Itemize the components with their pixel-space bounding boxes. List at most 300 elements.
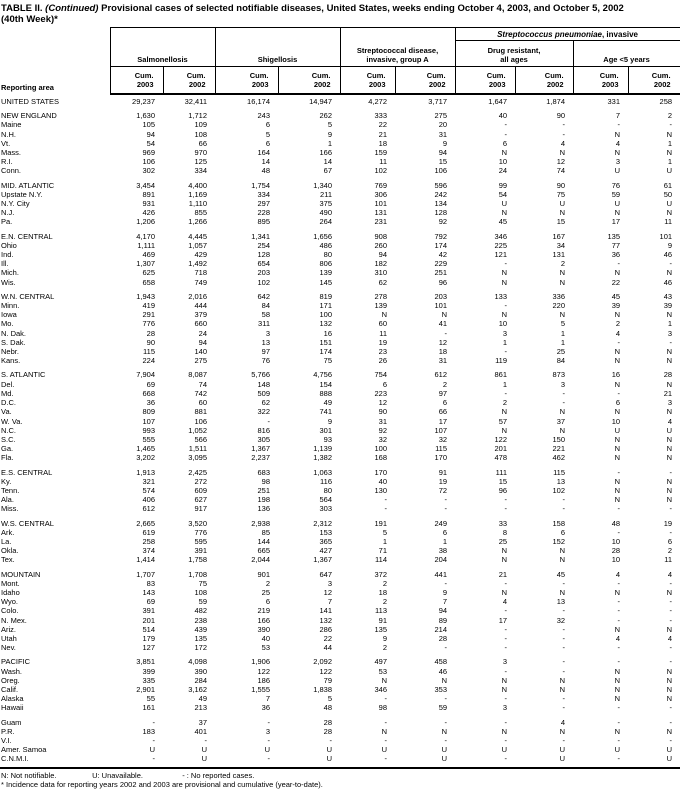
cell: N bbox=[666, 453, 673, 463]
cell: 3,520 bbox=[188, 518, 207, 528]
cell: 102 bbox=[374, 166, 388, 176]
cell: N bbox=[666, 434, 673, 444]
cell: 97 bbox=[261, 347, 270, 357]
cell: 619 bbox=[142, 527, 155, 537]
cell: 478 bbox=[494, 453, 508, 463]
cell: 135 bbox=[194, 633, 207, 643]
cell: 1,465 bbox=[136, 444, 155, 454]
cell: - bbox=[562, 495, 566, 505]
cell: 6 bbox=[502, 138, 508, 148]
cell: 406 bbox=[142, 495, 155, 505]
cell: - bbox=[562, 120, 566, 130]
cell: N bbox=[666, 444, 673, 454]
cell: 749 bbox=[194, 277, 207, 287]
cell: 426 bbox=[142, 208, 155, 218]
cell: N bbox=[614, 485, 621, 495]
cell: - bbox=[562, 504, 566, 514]
row-label: Ark. bbox=[1, 527, 15, 537]
cell: 75 bbox=[323, 356, 333, 366]
cell: 6 bbox=[615, 398, 621, 408]
cell: 48 bbox=[261, 166, 270, 176]
cell: - bbox=[384, 754, 388, 764]
cell: 14 bbox=[261, 157, 270, 167]
cell: 9 bbox=[442, 587, 448, 597]
table-row bbox=[0, 347, 680, 356]
cell: 57 bbox=[498, 416, 508, 426]
cell: 40 bbox=[261, 633, 270, 643]
cell: N bbox=[501, 546, 508, 556]
cell: 42 bbox=[438, 250, 448, 260]
cell: 2,665 bbox=[136, 518, 155, 528]
cell: 5 bbox=[382, 527, 388, 537]
cell: 1,340 bbox=[313, 180, 333, 190]
cell: 61 bbox=[663, 180, 673, 190]
cell: N bbox=[441, 675, 448, 685]
row-label: S. ATLANTIC bbox=[1, 370, 46, 380]
cell: - bbox=[152, 754, 155, 764]
table-row bbox=[0, 356, 680, 365]
cell: N bbox=[666, 476, 673, 486]
cell: 115 bbox=[435, 444, 448, 454]
table-row bbox=[0, 495, 680, 504]
cell: 6 bbox=[265, 138, 270, 148]
cell: 6 bbox=[442, 398, 448, 408]
cell: 128 bbox=[257, 250, 270, 260]
cell: 1,414 bbox=[136, 555, 155, 565]
cell: 5 bbox=[560, 319, 566, 329]
cell: - bbox=[562, 736, 566, 745]
cell: N bbox=[666, 129, 673, 139]
strep-group-a-label-line1: Streptococcal disease, bbox=[356, 46, 439, 55]
row-label: Wash. bbox=[1, 666, 22, 676]
cell: 970 bbox=[194, 148, 207, 158]
cell: 627 bbox=[194, 495, 207, 505]
row-label: Oreg. bbox=[1, 675, 20, 685]
cell: 19 bbox=[663, 518, 673, 528]
table-row bbox=[0, 555, 680, 564]
cell: 251 bbox=[434, 268, 448, 278]
table-row bbox=[0, 616, 680, 625]
cell: 1 bbox=[560, 328, 566, 338]
cell: 9 bbox=[327, 129, 333, 139]
cell: 895 bbox=[257, 217, 270, 227]
cell: 776 bbox=[142, 319, 155, 329]
table-row bbox=[0, 120, 680, 129]
row-label: Mont. bbox=[1, 578, 20, 588]
cell: 6 bbox=[265, 597, 270, 607]
cell: 166 bbox=[257, 615, 270, 625]
cell: 9 bbox=[667, 240, 673, 250]
cell: 2,016 bbox=[188, 291, 207, 301]
cell: 22 bbox=[378, 120, 388, 130]
cell: - bbox=[562, 643, 566, 653]
table-row bbox=[0, 157, 680, 166]
cell: 391 bbox=[142, 606, 155, 616]
cell: 106 bbox=[194, 416, 207, 426]
cell: 509 bbox=[257, 388, 270, 398]
cell: 132 bbox=[319, 319, 333, 329]
cell: 108 bbox=[194, 129, 207, 139]
cell: - bbox=[669, 643, 673, 653]
cell: 6 bbox=[667, 536, 673, 546]
cell: 214 bbox=[434, 624, 448, 634]
cell: 4 bbox=[502, 597, 508, 607]
table-row bbox=[0, 338, 680, 347]
cell: 334 bbox=[257, 189, 270, 199]
cell: 7 bbox=[615, 111, 621, 121]
cell: 1,341 bbox=[251, 231, 270, 241]
row-label: P.R. bbox=[1, 726, 15, 736]
col-header-cum-2003: Cum. 2003 bbox=[573, 67, 628, 95]
cell: 754 bbox=[374, 370, 388, 380]
cell: 59 bbox=[198, 597, 207, 607]
cell: 11 bbox=[379, 157, 388, 167]
cell: 83 bbox=[146, 578, 155, 588]
cell: U bbox=[149, 745, 155, 755]
cell: 1,712 bbox=[188, 111, 207, 121]
table-row bbox=[0, 259, 680, 268]
cell: 166 bbox=[319, 148, 333, 158]
cell: - bbox=[444, 495, 448, 505]
cell: 115 bbox=[143, 347, 155, 357]
cell: 204 bbox=[434, 555, 448, 565]
table-row bbox=[0, 268, 680, 277]
table-row bbox=[0, 727, 680, 736]
row-label: Vt. bbox=[1, 138, 11, 148]
cell: 441 bbox=[434, 569, 448, 579]
cell: 816 bbox=[257, 425, 270, 435]
row-label: Del. bbox=[1, 379, 15, 389]
row-label: Wyo. bbox=[1, 597, 19, 607]
cell: 59 bbox=[611, 189, 621, 199]
cell: 183 bbox=[142, 726, 155, 736]
cell: 4 bbox=[667, 633, 673, 643]
cell: N bbox=[559, 310, 566, 320]
row-label: Maine bbox=[1, 120, 22, 130]
cell: 186 bbox=[257, 675, 270, 685]
cell: 3 bbox=[560, 379, 566, 389]
cell: 1 bbox=[502, 379, 508, 389]
cell: 1,063 bbox=[313, 467, 333, 477]
cell: U bbox=[666, 166, 673, 176]
cell: 311 bbox=[258, 319, 270, 329]
cell: N bbox=[666, 624, 673, 634]
cell: N bbox=[666, 379, 673, 389]
cell: N bbox=[441, 726, 448, 736]
table-row bbox=[0, 292, 680, 301]
age-under5-header bbox=[573, 41, 680, 67]
cell: N bbox=[666, 675, 673, 685]
cell: - bbox=[669, 657, 673, 667]
cell: 3 bbox=[265, 726, 270, 736]
table-row bbox=[0, 597, 680, 606]
cell: 334 bbox=[194, 166, 207, 176]
cell: 221 bbox=[552, 444, 566, 454]
cell: N bbox=[666, 310, 673, 320]
cell: 596 bbox=[434, 180, 448, 190]
age-under5-label: Age <5 years bbox=[603, 55, 650, 64]
cell: - bbox=[617, 717, 621, 727]
cell: 7 bbox=[327, 597, 333, 607]
row-label: D.C. bbox=[1, 398, 16, 408]
cell: 13 bbox=[261, 337, 270, 347]
row-label: Okla. bbox=[1, 546, 19, 556]
table-row bbox=[0, 519, 680, 528]
cell: N bbox=[501, 148, 508, 158]
cell: 595 bbox=[194, 536, 207, 546]
cell: 12 bbox=[378, 398, 388, 408]
cell: U bbox=[201, 754, 207, 764]
cell: 41 bbox=[438, 319, 448, 329]
cell: N bbox=[559, 684, 566, 694]
cell: N bbox=[501, 587, 508, 597]
cell: - bbox=[384, 736, 388, 745]
cell: N bbox=[501, 675, 508, 685]
cell: N bbox=[614, 694, 621, 704]
cell: 390 bbox=[194, 666, 207, 676]
cell: 143 bbox=[142, 587, 155, 597]
cell: 1 bbox=[667, 319, 673, 329]
row-label: Ohio bbox=[1, 240, 17, 250]
cell: - bbox=[669, 578, 673, 588]
table-row bbox=[0, 444, 680, 453]
cell: 15 bbox=[556, 217, 566, 227]
cell: 25 bbox=[498, 536, 508, 546]
cell: 249 bbox=[434, 518, 448, 528]
cell: 4 bbox=[667, 416, 673, 426]
cell: 336 bbox=[552, 291, 566, 301]
footnote-key-u: U: Unavailable. bbox=[92, 770, 143, 780]
cell: U bbox=[326, 754, 333, 764]
cell: - bbox=[384, 495, 388, 505]
cell: 2,312 bbox=[313, 518, 333, 528]
cell: 102 bbox=[257, 277, 270, 287]
cell: U bbox=[666, 199, 673, 209]
cell: 776 bbox=[194, 527, 207, 537]
cell: 2 bbox=[615, 319, 621, 329]
cell: 154 bbox=[319, 379, 333, 389]
cell: 5 bbox=[327, 120, 333, 130]
cell: U bbox=[501, 199, 508, 209]
cell: 43 bbox=[663, 291, 673, 301]
row-label: N.H. bbox=[1, 129, 16, 139]
cell: 331 bbox=[607, 97, 621, 106]
cell: 36 bbox=[611, 250, 621, 260]
cell: 7 bbox=[265, 694, 270, 704]
cell: 335 bbox=[142, 675, 155, 685]
cell: 69 bbox=[146, 597, 155, 607]
cell: 60 bbox=[198, 398, 207, 408]
cell: 365 bbox=[319, 536, 333, 546]
cell: N bbox=[501, 310, 508, 320]
cell: U bbox=[666, 745, 673, 755]
cell: 258 bbox=[659, 97, 673, 106]
cell: 85 bbox=[261, 527, 270, 537]
table-row bbox=[0, 546, 680, 555]
cell: 71 bbox=[378, 546, 388, 556]
cell: 131 bbox=[374, 208, 388, 218]
cell: 7,904 bbox=[136, 370, 155, 380]
cell: 96 bbox=[438, 277, 448, 287]
cell: 77 bbox=[611, 240, 621, 250]
cell: - bbox=[504, 578, 508, 588]
row-label: Md. bbox=[1, 388, 14, 398]
cell: U bbox=[559, 754, 566, 764]
cell: 14,947 bbox=[309, 97, 333, 106]
cell: 99 bbox=[498, 180, 508, 190]
cell: 10 bbox=[611, 555, 621, 565]
row-label: Ky. bbox=[1, 476, 12, 486]
table-body bbox=[0, 94, 680, 764]
cell: N bbox=[559, 425, 566, 435]
cell: 1,647 bbox=[488, 97, 508, 106]
cell: - bbox=[504, 388, 508, 398]
table-row bbox=[0, 676, 680, 685]
cell: - bbox=[504, 754, 508, 764]
cell: N bbox=[666, 587, 673, 597]
cell: 12 bbox=[323, 587, 333, 597]
strep-pneumoniae-label-italic: Streptococcus pneumoniae bbox=[497, 29, 602, 39]
cell: 469 bbox=[142, 250, 155, 260]
cell: 21 bbox=[498, 569, 508, 579]
cell: 1 bbox=[667, 138, 673, 148]
reporting-area-header: Reporting area bbox=[1, 83, 54, 92]
cell: N bbox=[559, 277, 566, 287]
cell: - bbox=[267, 717, 270, 727]
cell: 993 bbox=[142, 425, 155, 435]
cell: U bbox=[614, 199, 621, 209]
cell: U bbox=[614, 745, 621, 755]
cell: U bbox=[666, 425, 673, 435]
cell: 322 bbox=[257, 407, 270, 417]
table-row bbox=[0, 208, 680, 217]
row-label: Ill. bbox=[1, 259, 9, 269]
cell: 278 bbox=[374, 291, 388, 301]
cell: 908 bbox=[374, 231, 388, 241]
cell: - bbox=[669, 606, 673, 616]
cell: - bbox=[504, 633, 508, 643]
cell: 25 bbox=[261, 587, 270, 597]
cell: - bbox=[669, 736, 673, 745]
cell: 1,943 bbox=[136, 291, 155, 301]
cell: 98 bbox=[378, 703, 388, 713]
cell: N bbox=[614, 495, 621, 505]
cell: 1,307 bbox=[136, 259, 155, 269]
cell: - bbox=[504, 666, 508, 676]
cell: 625 bbox=[142, 268, 155, 278]
row-label: Mich. bbox=[1, 268, 19, 278]
cell: 297 bbox=[257, 199, 270, 209]
table-row bbox=[0, 389, 680, 398]
row-label: Colo. bbox=[1, 606, 19, 616]
cell: - bbox=[504, 259, 508, 269]
cell: - bbox=[504, 495, 508, 505]
cell: - bbox=[617, 120, 621, 130]
col-header-cum-2002: Cum. 2002 bbox=[278, 67, 340, 95]
cell: 106 bbox=[142, 157, 155, 167]
cell: 660 bbox=[194, 319, 207, 329]
cell: 353 bbox=[434, 684, 448, 694]
row-label: Ala. bbox=[1, 495, 14, 505]
cell: 75 bbox=[556, 189, 566, 199]
table-row bbox=[0, 718, 680, 727]
cell: 17 bbox=[498, 615, 508, 625]
table-row bbox=[0, 166, 680, 175]
cell: - bbox=[617, 504, 621, 514]
row-label: Conn. bbox=[1, 166, 22, 176]
table-row bbox=[0, 468, 680, 477]
cell: N bbox=[501, 555, 508, 565]
cell: 2,938 bbox=[251, 518, 270, 528]
cell: - bbox=[444, 504, 448, 514]
row-label: Ga. bbox=[1, 444, 14, 454]
cell: 1 bbox=[442, 536, 448, 546]
cell: 32 bbox=[378, 434, 388, 444]
cell: 444 bbox=[194, 301, 207, 311]
cell: 4,445 bbox=[188, 231, 207, 241]
cell: 114 bbox=[375, 555, 388, 565]
cell: 3 bbox=[502, 328, 508, 338]
cell: 891 bbox=[142, 189, 155, 199]
cell: 106 bbox=[434, 166, 448, 176]
row-label: Pa. bbox=[1, 217, 13, 227]
cell: 1,367 bbox=[251, 444, 270, 454]
cell: - bbox=[669, 337, 673, 347]
cell: U bbox=[614, 425, 621, 435]
cell: 458 bbox=[434, 657, 448, 667]
cell: 28 bbox=[323, 726, 333, 736]
cell: 49 bbox=[198, 694, 207, 704]
cell: 101 bbox=[659, 231, 673, 241]
cell: 741 bbox=[319, 407, 333, 417]
cell: 1,139 bbox=[313, 444, 333, 454]
cell: 131 bbox=[552, 250, 566, 260]
cell: N bbox=[666, 268, 673, 278]
row-label: C.N.M.I. bbox=[1, 754, 29, 764]
cell: 28 bbox=[663, 370, 673, 380]
cell: 150 bbox=[552, 434, 566, 444]
table-row bbox=[0, 754, 680, 763]
cell: 258 bbox=[142, 536, 155, 546]
cell: 4 bbox=[560, 138, 566, 148]
cell: 3,202 bbox=[136, 453, 155, 463]
cell: 264 bbox=[319, 217, 333, 227]
cell: 74 bbox=[556, 166, 566, 176]
cell: 31 bbox=[438, 129, 448, 139]
table-row bbox=[0, 486, 680, 495]
cell: N bbox=[666, 485, 673, 495]
cell: 225 bbox=[494, 240, 508, 250]
cell: - bbox=[504, 347, 508, 357]
cell: 109 bbox=[194, 120, 207, 130]
cell: 139 bbox=[319, 268, 333, 278]
cell: N bbox=[559, 587, 566, 597]
cell: 1,052 bbox=[188, 425, 207, 435]
cell: 861 bbox=[494, 370, 508, 380]
cell: 806 bbox=[319, 259, 333, 269]
cell: 1,906 bbox=[251, 657, 270, 667]
cell: 33 bbox=[498, 518, 508, 528]
row-label: Kans. bbox=[1, 356, 21, 366]
cell: 127 bbox=[142, 643, 155, 653]
cell: 310 bbox=[374, 268, 388, 278]
cell: 67 bbox=[323, 166, 333, 176]
cell: 24 bbox=[198, 328, 207, 338]
cell: 4,400 bbox=[188, 180, 207, 190]
cell: 1,057 bbox=[188, 240, 207, 250]
cell: 2 bbox=[502, 398, 508, 408]
cell: 133 bbox=[494, 291, 508, 301]
